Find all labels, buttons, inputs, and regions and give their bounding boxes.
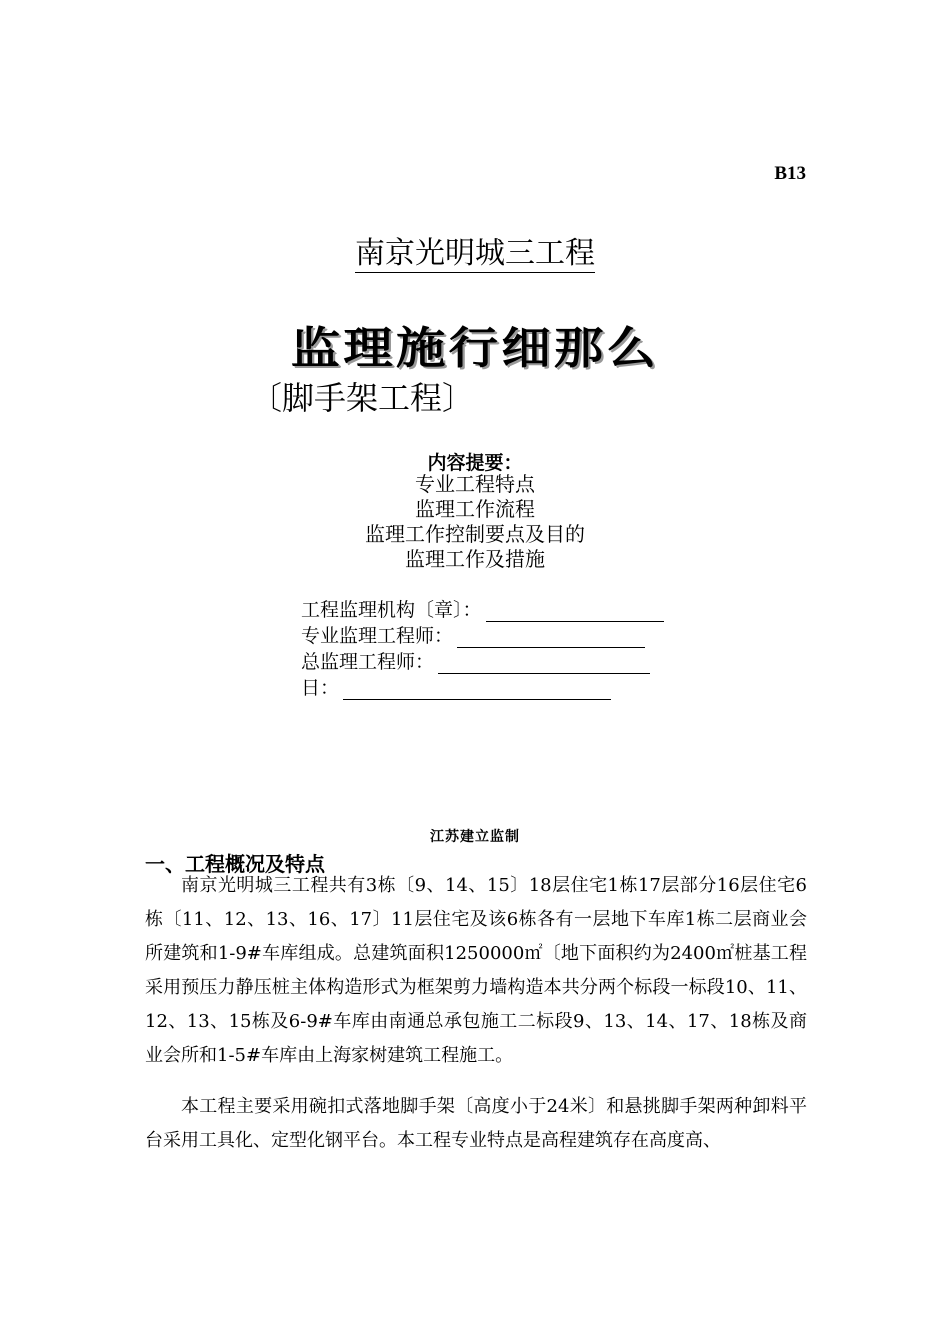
toc-item: 监理工作流程 [415,497,535,521]
signature-line [457,627,645,648]
document-subtitle: 〔脚手架工程〕 [250,379,475,417]
signature-row [301,596,664,622]
toc-item: 监理工作控制要点及目的 [365,522,585,546]
document-title: 监理施行细那么 [290,323,660,374]
toc-label: 内容提要： [427,452,523,474]
signature-line [343,679,611,700]
signature-label: 专业监理工程师： [301,625,454,647]
signature-line [438,653,650,674]
toc-item: 专业工程特点 [415,472,535,496]
signature-line [486,601,664,622]
body-paragraph: 南京光明城三工程共有3栋〔9、14、15〕18层住宅1栋17层部分16层住宅6栋〔11、12、13、16、17〕11层住宅及该6栋各有一层地下车库1栋二层商业会所建筑和1-9#车库组成。总建筑面积1250000㎡〔地下面积约为2400㎡桩基工程采用预压力静压桩主体构造形式为框架剪力墙构造本共分两个标段一标段10、11、12、13、15栋及6-9#车库由南通总承包施工二标段9、13、14、17、18栋及商业会所和1-5#车库由上海家树建筑工程施工。 [145,875,807,1066]
toc-list [0,472,950,572]
signature-row [301,648,664,674]
section-heading: 一、工程概况及特点 [145,852,325,876]
organization-name: 江苏建立监制 [430,829,520,845]
body-paragraph: 本工程主要采用碗扣式落地脚手架〔高度小于24米〕和悬挑脚手架两种卸料平台采用工具化、定型化钢平台。本工程专业特点是高程建筑存在高度高、 [145,1096,807,1151]
signature-row [301,622,664,648]
signature-label: 日： [301,677,340,699]
project-name [0,228,950,272]
toc-item: 监理工作及措施 [405,547,545,571]
signature-label: 工程监理机构〔章〕： [301,599,482,621]
signature-block [301,596,664,700]
project-name-text: 南京光明城三工程 [355,236,595,271]
signature-label: 总监理工程师： [301,651,435,673]
document-code: B13 [774,163,806,184]
signature-row [301,674,664,700]
